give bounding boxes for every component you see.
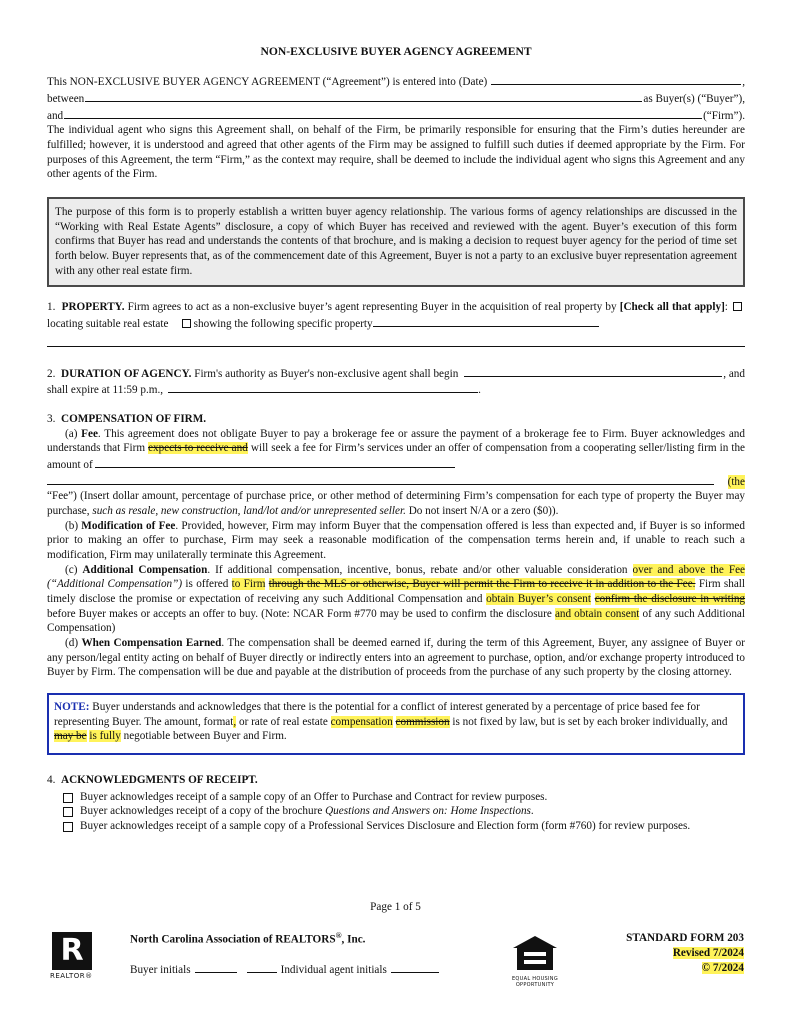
ack-services-text: Buyer acknowledges receipt of a sample copy of a Professional Services Disclosure and Election form (form #760) for review purposes. (80, 820, 691, 833)
ack-brochure-text (80, 804, 534, 819)
ack-brochure-title: Questions and Answers on: Home Inspections (325, 805, 531, 818)
additional-highlight-1: over and above the Fee (632, 563, 745, 576)
specific-property-checkbox[interactable] (182, 319, 191, 328)
intro-line3-end: (“Firm”). (703, 109, 745, 122)
note-text-1: Buyer understands and acknowledges that there is the potential for a conflict of interest generated by a percentage of price based fee for representing Buyer. The amount, format (54, 701, 700, 728)
realtor-r-block (52, 932, 92, 970)
additional-title: Additional Compensation (82, 563, 208, 576)
compensation-number: 3. (47, 412, 56, 425)
intro-line3-text: and (47, 109, 64, 122)
property-heading: PROPERTY. (61, 301, 125, 314)
form-name: STANDARD FORM 203 (626, 932, 744, 944)
additional-highlight-2: to Firm (231, 578, 266, 591)
ack-heading-line (47, 773, 745, 788)
compensation-section (47, 412, 745, 680)
earned-paragraph (47, 636, 745, 680)
note-comma-highlight: , (233, 715, 237, 728)
note-strike-1: commission (395, 715, 450, 728)
fee-label: (a) (65, 427, 78, 440)
acknowledgments-section (47, 773, 745, 834)
initials-line (130, 961, 439, 976)
intro-line1-text: This NON-EXCLUSIVE BUYER AGENCY AGREEMENT (“Agreement”) is entered into (Date) (47, 76, 488, 89)
earned-label: (d) (65, 637, 79, 650)
compensation-heading: COMPENSATION OF FIRM. (60, 412, 207, 425)
ack-item-brochure (63, 804, 745, 819)
fee-paragraph (47, 427, 745, 473)
modification-title: Modification of Fee (81, 519, 176, 532)
duration-text: Firm's authority as Buyer's non-exclusive agent shall begin (194, 367, 459, 380)
modification-paragraph (47, 519, 745, 563)
duration-number: 2. (47, 367, 56, 380)
additional-label: (c) (65, 563, 78, 576)
form-info (626, 931, 744, 975)
note-highlight-1: compensation (330, 715, 393, 728)
ack-brochure-end: . (530, 805, 534, 818)
realtor-logo (50, 932, 96, 980)
realtor-r-letter: R (60, 933, 84, 968)
additional-text-2: is offered (185, 578, 229, 591)
specific-option-label: showing the following specific property (193, 317, 373, 330)
equal-housing-logo (509, 934, 561, 988)
additional-highlight-4: and obtain consent (554, 607, 640, 620)
form-copyright-text: © 7/2024 (701, 961, 744, 974)
modification-label: (b) (65, 519, 79, 532)
expire-date-field[interactable] (168, 381, 478, 393)
firm-name-field[interactable] (64, 107, 702, 119)
buyer-initials-field-1[interactable] (195, 961, 237, 973)
compensation-heading-line (47, 412, 745, 427)
ack-brochure-checkbox[interactable] (63, 807, 73, 817)
association-name (130, 931, 365, 946)
note-text-4: negotiable between Buyer and Firm. (123, 730, 287, 743)
property-check-label: [Check all that apply] (619, 301, 725, 314)
property-paragraph (47, 300, 745, 331)
buyer-name-field[interactable] (85, 90, 642, 102)
ack-item-offer (63, 790, 745, 805)
fee-text-1: . This agreement does not obligate Buyer to pay a brokerage fee or assure the payment of a brokerage fee to Firm. Buyer acknowledges and understands that Firm (47, 427, 745, 455)
locate-property-checkbox[interactable] (733, 302, 742, 311)
additional-strike-2: confirm the disclosure in writing (594, 593, 746, 605)
intro-line2-end: as Buyer(s) (“Buyer”), (643, 92, 745, 105)
intro-date-line (47, 73, 745, 90)
property-extra-line (47, 335, 745, 347)
locate-option-label: locating suitable real estate (47, 317, 169, 330)
note-highlight-2: is fully (89, 730, 121, 743)
fee-text-2: will seek a fee for Firm’s services under an offer of compensation from a cooperating seller/listing firm in the amount of (47, 442, 746, 471)
document-content (47, 44, 745, 834)
intro-body: The individual agent who signs this Agreement shall, on behalf of the Firm, be primarily responsible for ensuring that the Firm’s duties hereunder are fulfilled; however, it is understood and agreed that other agents of the Firm may be assigned to fulfill such duties if deemed appropriate by the Firm. For purposes of this Agreement, the term “Firm,” as the context may require, shall be deemed to include the individual agent who signs this Agreement and any other agents of the Firm. (47, 124, 745, 181)
duration-heading: DURATION OF AGENCY. (60, 367, 192, 380)
additional-text-3: Firm shall timely disclose the promise or expectation of receiving any such Additional Compensation and (47, 578, 746, 605)
purpose-box: The purpose of this form is to properly establish a written buyer agency relationship. The various forms of agency relationships are discussed in the “Working with Real Estate Agents” disclosure, a copy of which Buyer has received and reviewed with the agent. Buyer’s execution of this form confirms that Buyer has read and understands the contents of that brochure, and is making a decision to request buyer agency for the period of time set forth below. Buyer represents that, as of the commencement date of this Agreement, Buyer is not a party to an exclusive buyer representation agreement with any other real estate firm. (47, 197, 745, 287)
association-end: , Inc. (341, 933, 366, 946)
ack-brochure-start: Buyer acknowledges receipt of a copy of the brochure (80, 805, 323, 818)
duration-end: . (478, 384, 481, 397)
fee-title: Fee (81, 427, 98, 440)
specific-property-field[interactable] (373, 315, 599, 327)
property-colon: : (724, 301, 728, 314)
additional-strike-1: through the MLS or otherwise, Buyer will permit the Firm to receive it in addition to the Fee. (268, 578, 696, 591)
additional-italic: (“Additional Compensation”) (47, 578, 183, 591)
ack-number: 4. (47, 774, 56, 787)
fee-strike-text: expects to receive and (148, 442, 248, 455)
intro-line1-end: , (742, 76, 745, 89)
intro-line2-text: between (47, 92, 85, 105)
agent-initials-label: Individual agent initials (280, 964, 387, 976)
ack-heading: ACKNOWLEDGMENTS OF RECEIPT. (60, 774, 258, 787)
date-field[interactable] (491, 73, 741, 85)
fee-text-4: Do not insert N/A or a zero ($0)). (408, 504, 559, 517)
fee-text-3: “Fee”) (Insert dollar amount, percentage of purchase price, or other method of determining Firm’s compensation for each type of property the Buyer may purchase, (47, 490, 745, 517)
fee-italic: such as resale, new construction, land/lot and/or unrepresented seller. (92, 504, 406, 517)
fee-amount-line-2 (47, 473, 745, 490)
earned-title: When Compensation Earned (81, 637, 222, 650)
note-box (47, 693, 745, 755)
modification-text: . Provided, however, Firm may inform Buyer that the compensation offered is less than expected and, if Buyer is so informed prior to making an offer to purchase, Firm may seek a reasonable modification of the compensation terms herein and, if unable to reach such a modification, Firm may unilaterally terminate this Agreement. (47, 519, 745, 561)
duration-line1 (47, 365, 745, 382)
note-label: NOTE: (54, 701, 90, 714)
additional-text-5: of any such Additional Compensation) (47, 607, 746, 635)
fee-amount-field[interactable] (95, 456, 455, 468)
duration-and: , and (723, 367, 745, 380)
buyer-initials-label: Buyer initials (130, 964, 191, 976)
form-revised-text: Revised 7/2024 (672, 946, 744, 959)
property-number: 1. (47, 301, 56, 314)
duration-line2 (47, 381, 745, 398)
duration-section (47, 365, 745, 398)
intro-buyer-line (47, 90, 745, 107)
ack-services-checkbox[interactable] (63, 822, 73, 832)
note-text-3: is not fixed by law, but is set by each broker individually, and (452, 715, 728, 728)
intro-firm-line (47, 107, 745, 124)
equal-housing-text: EQUAL HOUSING OPPORTUNITY (511, 976, 559, 988)
begin-date-field[interactable] (464, 365, 722, 377)
buyer-initials-field-2[interactable] (247, 961, 277, 973)
note-text-2: or rate of real estate (238, 715, 328, 728)
fee-amount-field-2[interactable] (47, 473, 714, 485)
ack-item-services (63, 819, 745, 834)
additional-highlight-3: obtain Buyer’s consent (486, 593, 591, 605)
document-title: NON-EXCLUSIVE BUYER AGENCY AGREEMENT (260, 45, 532, 58)
association-text: North Carolina Association of REALTORS (130, 933, 336, 946)
specific-property-field-2[interactable] (47, 335, 745, 347)
registered-mark: ® (335, 931, 342, 940)
form-revised (626, 946, 744, 961)
ack-offer-text: Buyer acknowledges receipt of a sample copy of an Offer to Purchase and Contract for review purposes. (80, 790, 548, 803)
ack-list (63, 790, 745, 834)
fee-the-highlight: (the (727, 475, 745, 488)
additional-comp-paragraph (47, 563, 745, 636)
additional-text-1: . If additional compensation, incentive, bonus, rebate and/or other valuable consideration (207, 563, 628, 576)
additional-text-4: before Buyer makes or accepts an offer to buy. (Note: NCAR Form #770 may be used to confirm the disclosure (47, 607, 552, 620)
note-strike-2: may be (54, 730, 87, 743)
equal-housing-icon (509, 934, 561, 972)
duration-expire-text: shall expire at 11:59 p.m., (47, 384, 164, 397)
realtor-word: REALTOR® (50, 972, 93, 980)
page-number: Page 1 of 5 (370, 901, 421, 913)
fee-paragraph-cont (47, 489, 745, 518)
property-section (47, 300, 745, 346)
agent-initials-field[interactable] (391, 961, 439, 973)
earned-text: . The compensation shall be deemed earned if, during the term of this Agreement, Buyer, any assignee of Buyer or any person/legal entity acting on behalf of Buyer directly or indirectly enters into an agreement to purchase, option, and/or exchange property introduced to Buyer by Firm. The compensation will be due and payable at the distribution of proceeds from the purchase of any such property by the closing attorney. (47, 637, 745, 679)
property-text: Firm agrees to act as a non-exclusive buyer’s agent representing Buyer in the acquisition of real property by (127, 301, 617, 314)
ack-offer-checkbox[interactable] (63, 793, 73, 803)
form-copyright (626, 961, 744, 976)
